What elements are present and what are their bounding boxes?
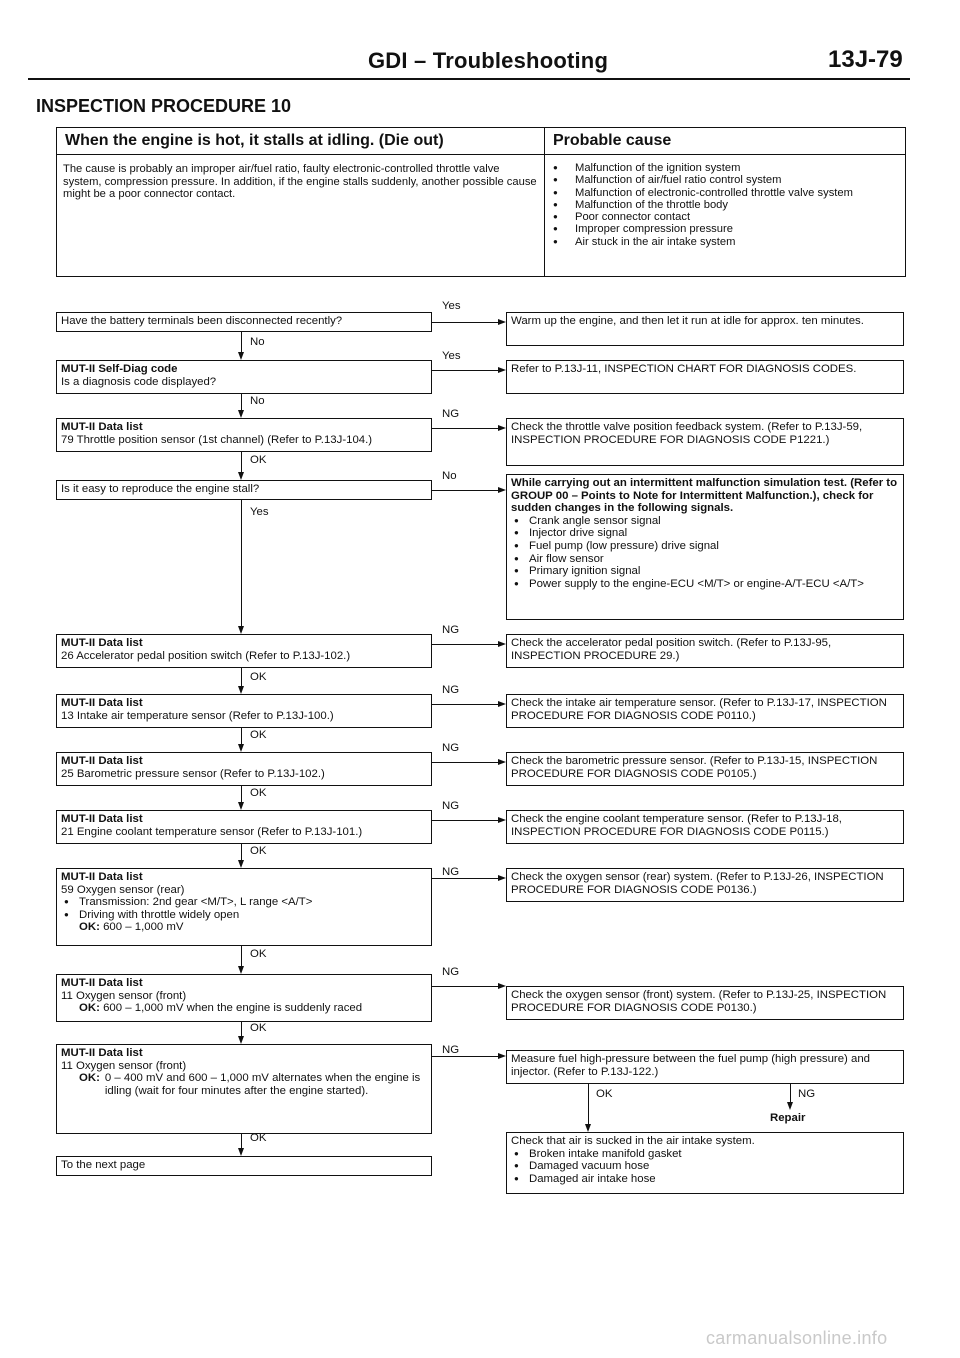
branch-label-ng: NG (442, 624, 460, 636)
branch-label-ng: NG (442, 408, 460, 420)
condition-list (61, 896, 427, 921)
connector-ng-8 (432, 1056, 498, 1057)
arrow-down-icon (238, 352, 244, 360)
step-oxygen-rear (56, 868, 432, 946)
signal-item: ● Crank angle sensor signal (511, 515, 899, 528)
header-title: GDI – Troubleshooting (368, 48, 609, 73)
signal-item: ● Fuel pump (low pressure) drive signal (511, 540, 899, 553)
action-text: Check the oxygen sensor (front) system. (Refer to P.13J-25, INSPECTION PROCEDURE FOR DIAGNOSIS CODE P0130.) (511, 989, 887, 1014)
arrow-down-icon (238, 860, 244, 868)
connector-down (241, 452, 242, 472)
connector-ng-7 (432, 986, 498, 987)
branch-label-no: No (250, 395, 265, 407)
connector-down (241, 1134, 242, 1148)
action-text: While carrying out an intermittent malfunction simulation test. (Refer to GROUP 00 – Points to Note for Intermittent Malfunction.), check for sudden changes in the following signals. (511, 477, 898, 515)
step-heading: MUT-II Self-Diag code (61, 363, 178, 375)
branch-label-yes: Yes (442, 300, 461, 312)
arrow-right-icon (498, 875, 506, 881)
step-text: 11 Oxygen sensor (front) (61, 1059, 187, 1072)
step-text: 13 Intake air temperature sensor (Refer to P.13J-100.) (61, 709, 334, 722)
arrow-right-icon (498, 319, 506, 325)
connector-ng-5 (432, 820, 498, 821)
signal-item: ● Power supply to the engine-ECU <M/T> or engine-A/T-ECU <A/T> (511, 578, 899, 591)
action-text: Check the throttle valve position feedback system. (Refer to P.13J-59, INSPECTION PROCEDURE FOR DIAGNOSIS CODE P1221.) (511, 421, 863, 446)
step-heading: MUT-II Data list (61, 977, 143, 989)
arrow-right-icon (498, 759, 506, 765)
arrow-down-icon (238, 1148, 244, 1156)
step-heading: MUT-II Data list (61, 637, 143, 649)
arrow-down-icon (585, 1124, 591, 1132)
symptom-title: When the engine is hot, it stalls at idling. (Die out) (57, 128, 545, 155)
branch-label-ok: OK (250, 948, 267, 960)
step-accelerator-pedal (56, 634, 432, 668)
branch-label-no: No (442, 470, 457, 482)
damage-item: ● Damaged air intake hose (511, 1173, 899, 1186)
connector-ng-4 (432, 762, 498, 763)
branch-label-ng: NG (442, 966, 460, 978)
arrow-down-icon (238, 686, 244, 694)
arrow-down-icon (787, 1102, 793, 1110)
action-text: Check the oxygen sensor (rear) system. (Refer to P.13J-26, INSPECTION PROCEDURE FOR DIAGNOSIS CODE P0136.) (511, 871, 884, 896)
probable-cause-item: ● Malfunction of air/fuel ratio control system (551, 174, 899, 186)
symptom-description: The cause is probably an improper air/fuel ratio, faulty electronic-controlled throttle valve system, compression pressure. In addition, if the engine stalls suddenly, another possible cause might be a poor connector contact. (57, 155, 545, 276)
connector-down (241, 500, 242, 626)
arrow-right-icon (498, 641, 506, 647)
probable-cause-item: ● Malfunction of the throttle body (551, 199, 899, 211)
condition-item: ● Transmission: 2nd gear <M/T>, L range <A/T> (61, 896, 427, 909)
connector-down (241, 844, 242, 860)
step-throttle-position (56, 418, 432, 452)
step-heading: MUT-II Data list (61, 1047, 143, 1059)
branch-label-ok: OK (250, 729, 267, 741)
step-text: 26 Accelerator pedal position switch (Refer to P.13J-102.) (61, 649, 351, 662)
probable-cause-item: ● Malfunction of the ignition system (551, 162, 899, 174)
arrow-down-icon (238, 626, 244, 634)
action-text: Check the barometric pressure sensor. (Refer to P.13J-15, INSPECTION PROCEDURE FOR DIAGNOSIS CODE P0105.) (511, 755, 878, 780)
connector-down (790, 1084, 791, 1102)
signal-item: ● Air flow sensor (511, 553, 899, 566)
signal-item: ● Injector drive signal (511, 527, 899, 540)
step-text: 25 Barometric pressure sensor (Refer to P.13J-102.) (61, 767, 325, 780)
arrow-down-icon (238, 802, 244, 810)
branch-label-ng: NG (442, 684, 460, 696)
probable-cause-item: ● Malfunction of electronic-controlled throttle valve system (551, 187, 899, 199)
procedure-title: INSPECTION PROCEDURE 10 (36, 96, 292, 116)
step-heading: MUT-II Data list (61, 871, 143, 883)
connector-down (241, 332, 242, 352)
connector-yes-2 (432, 370, 498, 371)
ok-spec (61, 921, 427, 934)
branch-label-ok: OK (250, 787, 267, 799)
action-intermittent-test (506, 474, 904, 620)
arrow-right-icon (498, 701, 506, 707)
branch-label-yes: Yes (250, 506, 269, 518)
branch-label-ng: NG (442, 800, 460, 812)
action-text: Check that air is sucked in the air intake system. (511, 1135, 755, 1147)
step-battery-question (56, 312, 432, 332)
arrow-right-icon (498, 425, 506, 431)
connector-down (241, 946, 242, 966)
signal-list (511, 515, 899, 591)
arrow-right-icon (498, 983, 506, 989)
connector-no-1 (432, 490, 498, 491)
branch-label-ng: NG (442, 1044, 460, 1056)
branch-label-ok: OK (250, 1132, 267, 1144)
branch-label-ok: OK (250, 671, 267, 683)
branch-label-ok: OK (250, 454, 267, 466)
step-text: Is a diagnosis code displayed? (61, 375, 217, 388)
step-text: 21 Engine coolant temperature sensor (Refer to P.13J-101.) (61, 825, 363, 838)
ok-label: OK: (79, 1002, 100, 1015)
action-oxygen-rear (506, 868, 904, 902)
step-text: Is it easy to reproduce the engine stall? (61, 483, 260, 495)
ok-value: 0 – 400 mV and 600 – 1,000 mV alternates when the engine is idling (wait for four minutes after the engine started). (104, 1072, 421, 1097)
action-text: Warm up the engine, and then let it run at idle for approx. ten minutes. (511, 315, 864, 327)
step-text: 79 Throttle position sensor (1st channel) (Refer to P.13J-104.) (61, 433, 373, 446)
ok-label: OK: (79, 1072, 100, 1085)
action-air-intake-check (506, 1132, 904, 1194)
action-warm-up (506, 312, 904, 346)
action-text: Check the engine coolant temperature sensor. (Refer to P.13J-18, INSPECTION PROCEDURE FOR DIAGNOSIS CODE P0115.) (511, 813, 842, 838)
damage-list (511, 1148, 899, 1186)
arrow-down-icon (238, 410, 244, 418)
watermark: carmanualsonline.info (706, 1328, 888, 1348)
arrow-right-icon (498, 1053, 506, 1059)
probable-cause-list (545, 155, 905, 276)
arrow-right-icon (498, 367, 506, 373)
ok-spec (61, 1002, 427, 1015)
step-oxygen-front-raced (56, 974, 432, 1022)
arrow-down-icon (238, 744, 244, 752)
probable-cause-item: ● Poor connector contact (551, 211, 899, 223)
arrow-down-icon (238, 1036, 244, 1044)
step-text: Have the battery terminals been disconnected recently? (61, 315, 343, 327)
connector-ng-3 (432, 704, 498, 705)
page-number: 13J-79 (828, 46, 903, 73)
step-oxygen-front-idle (56, 1044, 432, 1134)
connector-ng-1 (432, 428, 498, 429)
action-throttle-feedback (506, 418, 904, 466)
action-intake-air-temp (506, 694, 904, 728)
action-fuel-pressure (506, 1050, 904, 1084)
action-text: Measure fuel high-pressure between the fuel pump (high pressure) and injector. (Refer to P.13J-122.) (511, 1053, 871, 1078)
ok-value: 600 – 1,000 mV (103, 921, 184, 934)
probable-cause-title: Probable cause (545, 128, 905, 155)
damage-item: ● Broken intake manifold gasket (511, 1148, 899, 1161)
arrow-down-icon (238, 472, 244, 480)
step-intake-air-temp (56, 694, 432, 728)
branch-label-yes: Yes (442, 350, 461, 362)
probable-cause-item: ● Air stuck in the air intake system (551, 236, 899, 248)
step-heading: MUT-II Data list (61, 755, 143, 767)
step-heading: MUT-II Data list (61, 697, 143, 709)
connector-down (241, 1022, 242, 1036)
header-rule (28, 78, 910, 80)
step-heading: MUT-II Data list (61, 421, 143, 433)
branch-label-no: No (250, 336, 265, 348)
arrow-down-icon (238, 966, 244, 974)
step-barometric (56, 752, 432, 786)
branch-label-ok: OK (596, 1088, 613, 1100)
step-coolant-temp (56, 810, 432, 844)
connector-down (588, 1084, 589, 1124)
connector-ng-2 (432, 644, 498, 645)
arrow-right-icon (498, 817, 506, 823)
branch-label-ng: NG (442, 866, 460, 878)
step-reproduce-question (56, 480, 432, 500)
action-accelerator-pedal (506, 634, 904, 668)
damage-item: ● Damaged vacuum hose (511, 1160, 899, 1173)
connector-down (241, 728, 242, 744)
connector-down (241, 786, 242, 802)
branch-label-ok: OK (250, 1022, 267, 1034)
action-barometric (506, 752, 904, 786)
connector-down (241, 668, 242, 686)
connector-ng-6 (432, 878, 498, 879)
action-text: Refer to P.13J-11, INSPECTION CHART FOR DIAGNOSIS CODES. (511, 363, 857, 375)
branch-label-ng: NG (442, 742, 460, 754)
signal-item: ● Primary ignition signal (511, 565, 899, 578)
branch-label-ok: OK (250, 845, 267, 857)
repair-label: Repair (770, 1112, 806, 1124)
action-inspection-chart (506, 360, 904, 394)
step-text: 59 Oxygen sensor (rear) (61, 883, 185, 896)
ok-label: OK: (79, 921, 100, 934)
action-text: Check the accelerator pedal position switch. (Refer to P.13J-95, INSPECTION PROCEDURE 29.) (511, 637, 832, 662)
action-text: Check the intake air temperature sensor. (Refer to P.13J-17, INSPECTION PROCEDURE FOR DIAGNOSIS CODE P0110.) (511, 697, 887, 722)
step-text: 11 Oxygen sensor (front) (61, 989, 187, 1002)
connector-down (241, 394, 242, 410)
step-text: To the next page (61, 1159, 146, 1171)
ok-spec (61, 1072, 427, 1097)
summary-table (56, 127, 906, 277)
ok-value: 600 – 1,000 mV when the engine is suddenly raced (103, 1002, 363, 1015)
step-self-diag (56, 360, 432, 394)
condition-item: ● Driving with throttle widely open (61, 909, 427, 922)
connector-yes-1 (432, 322, 498, 323)
arrow-right-icon (498, 487, 506, 493)
action-coolant-temp (506, 810, 904, 844)
step-heading: MUT-II Data list (61, 813, 143, 825)
probable-cause-item: ● Improper compression pressure (551, 223, 899, 235)
branch-label-ng: NG (798, 1088, 816, 1100)
step-next-page (56, 1156, 432, 1176)
action-oxygen-front (506, 986, 904, 1020)
